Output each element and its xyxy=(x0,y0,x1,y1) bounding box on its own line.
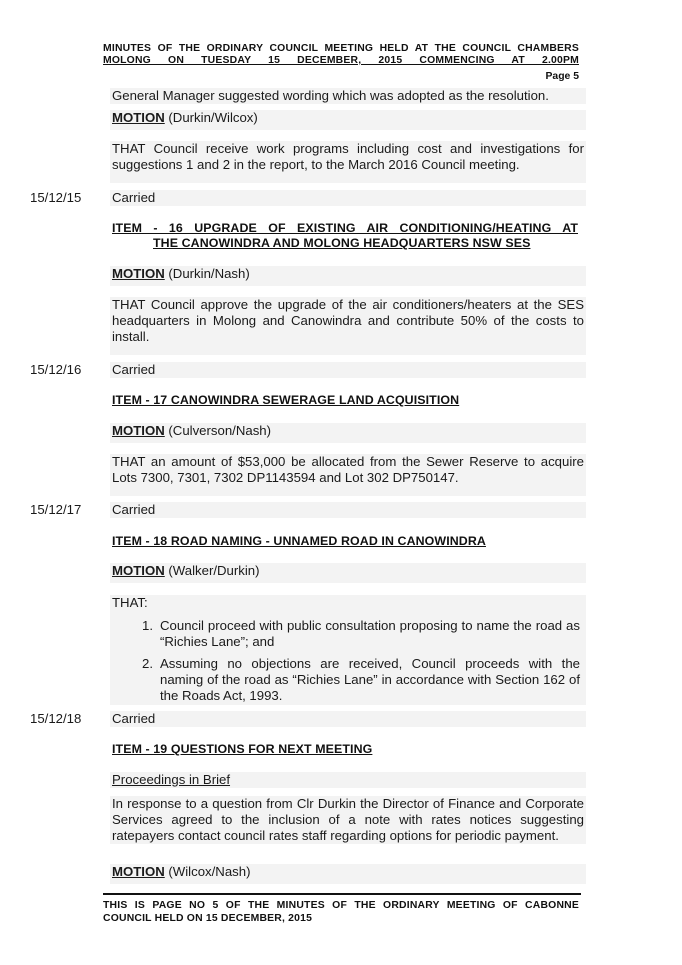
item-heading-line: ITEM - 18 ROAD NAMING - UNNAMED ROAD IN CANOWINDRA xyxy=(112,534,486,548)
motion-movers: (Culverson/Nash) xyxy=(164,423,272,438)
list-text: Council proceed with public consultation proposing to name the road as “Richies Lane”; and xyxy=(160,618,580,649)
item-16-heading xyxy=(112,221,578,251)
item-17-heading xyxy=(112,393,578,408)
list-number: 2. xyxy=(142,656,153,671)
motion-row-4 xyxy=(110,563,586,583)
header-line-1: MINUTES OF THE ORDINARY COUNCIL MEETING HELD AT THE COUNCIL CHAMBERS xyxy=(103,43,579,54)
resolution-result-1: Carried xyxy=(110,190,586,206)
header-line-2: MOLONG ON TUESDAY 15 DECEMBER, 2015 COMMENCING AT 2.00PM xyxy=(103,55,579,66)
motion-movers: (Walker/Durkin) xyxy=(164,563,260,578)
footer xyxy=(103,900,579,925)
intro-text: General Manager suggested wording which was adopted as the resolution. xyxy=(110,88,586,104)
motion-row-2 xyxy=(110,266,586,286)
motion-label: MOTION xyxy=(112,864,165,879)
resolution-text-2: THAT Council approve the upgrade of the air conditioners/heaters at the SES headquarters in Molong and Canowindra and contribute 50% of the costs to install. xyxy=(110,297,586,355)
resolution-text-3: THAT an amount of $53,000 be allocated from the Sewer Reserve to acquire Lots 7300, 7301, 7302 DP1143594 and Lot 302 DP750147. xyxy=(110,454,586,496)
item-heading-line: ITEM - 17 CANOWINDRA SEWERAGE LAND ACQUISITION xyxy=(112,393,460,407)
resolution-text-1: THAT Council receive work programs including cost and investigations for suggestions 1 and 2 in the report, to the March 2016 Council meeting. xyxy=(110,141,586,183)
subheading-text: Proceedings in Brief xyxy=(112,772,231,787)
motion-movers: (Wilcox/Nash) xyxy=(164,864,251,879)
resolution-number-3: 15/12/17 xyxy=(30,502,82,517)
resolution-number-2: 15/12/16 xyxy=(30,362,82,377)
motion-row-3 xyxy=(110,423,586,443)
motion-label: MOTION xyxy=(112,423,165,438)
motion-movers: (Durkin/Nash) xyxy=(164,266,250,281)
resolution-result-4: Carried xyxy=(110,711,586,727)
resolution-number-4: 15/12/18 xyxy=(30,711,82,726)
page-number: Page 5 xyxy=(545,71,579,82)
motion-label: MOTION xyxy=(112,266,165,281)
resolution-result-3: Carried xyxy=(110,502,586,518)
item-heading-line: THE CANOWINDRA AND MOLONG HEADQUARTERS NSW SES xyxy=(153,236,531,250)
motion-label: MOTION xyxy=(112,563,165,578)
list-item xyxy=(142,656,580,704)
list-text: Assuming no objections are received, Council proceeds with the naming of the road as “Richies Lane” in accordance with Section 162 of the Roads Act, 1993. xyxy=(160,656,580,703)
resolution-lead: THAT: xyxy=(112,595,148,610)
motion-movers: (Durkin/Wilcox) xyxy=(164,110,258,125)
motion-row-5 xyxy=(110,864,586,884)
motion-label: MOTION xyxy=(112,110,165,125)
motion-row-1 xyxy=(110,110,586,130)
item-heading-line: ITEM - 16 UPGRADE OF EXISTING AIR CONDITIONING/HEATING AT xyxy=(112,221,578,235)
footer-line-2: COUNCIL HELD ON 15 DECEMBER, 2015 xyxy=(103,912,313,924)
footer-rule xyxy=(103,893,581,895)
list-number: 1. xyxy=(142,618,153,633)
proceedings-subheading xyxy=(110,772,586,788)
resolution-result-2: Carried xyxy=(110,362,586,378)
item-18-heading xyxy=(112,534,578,549)
list-item xyxy=(142,618,580,650)
footer-line-1: THIS IS PAGE NO 5 OF THE MINUTES OF THE ORDINARY MEETING OF CABONNE xyxy=(103,900,579,911)
item-19-heading xyxy=(112,742,578,757)
proceedings-text: In response to a question from Clr Durkin the Director of Finance and Corporate Services agreed to the inclusion of a note with rates notices suggesting ratepayers contact council rates staff regarding options for periodic payment. xyxy=(112,796,584,843)
item-heading-line: ITEM - 19 QUESTIONS FOR NEXT MEETING xyxy=(112,742,373,756)
resolution-number-1: 15/12/15 xyxy=(30,190,82,205)
